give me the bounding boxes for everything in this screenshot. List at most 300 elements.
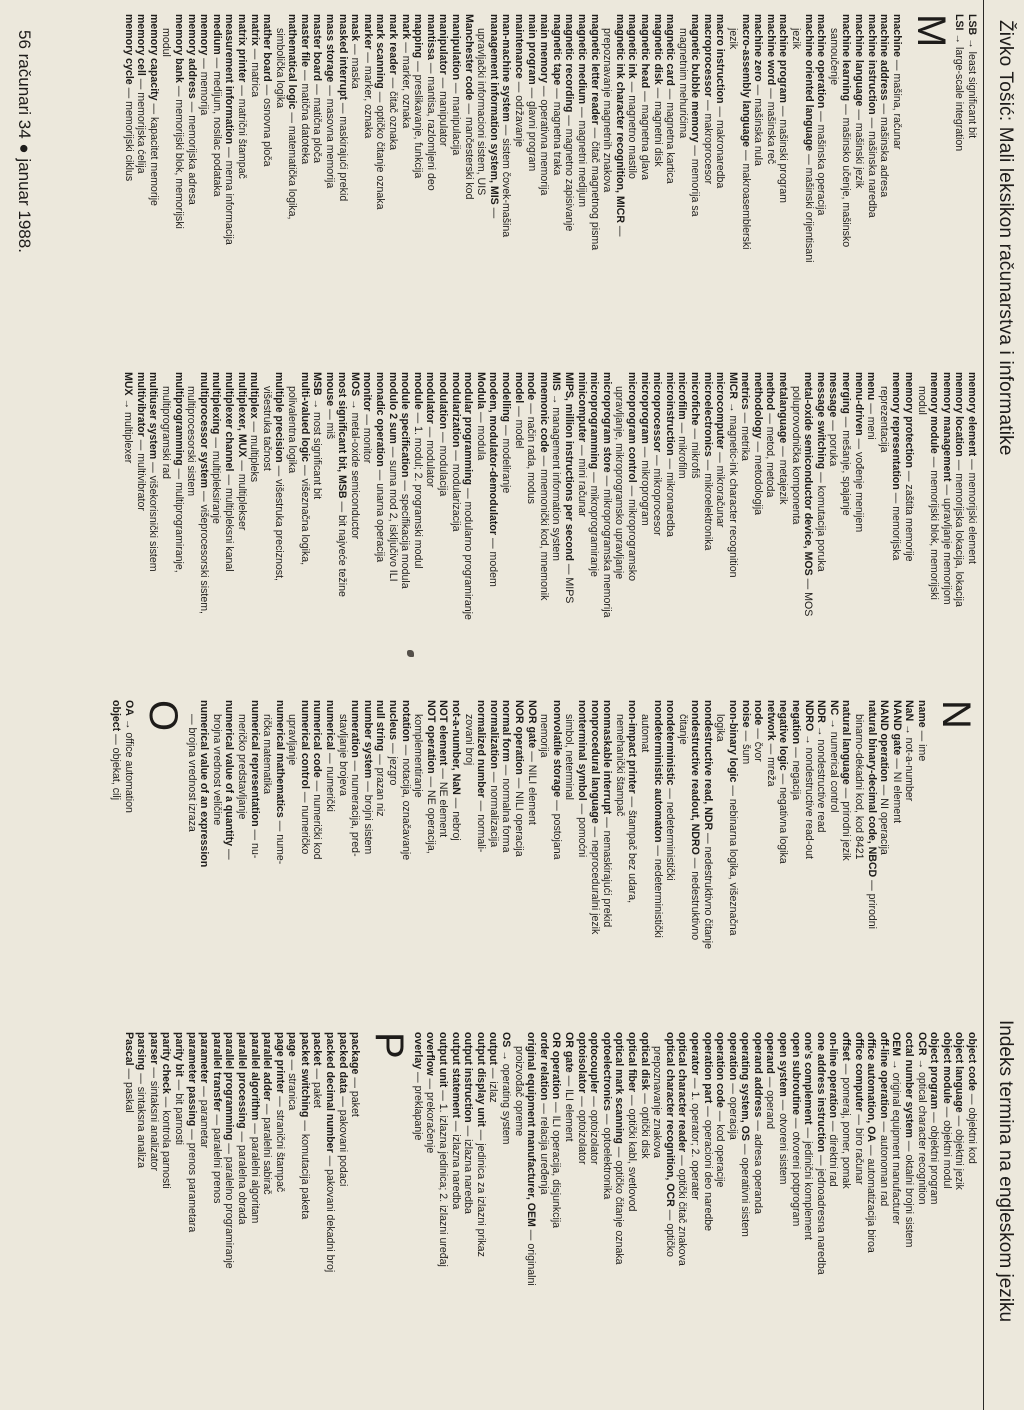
entry-definition: — otvoreni potprogram — [789, 1114, 802, 1227]
glossary-entry — [965, 14, 978, 344]
entry-term: maintenance — [513, 14, 525, 79]
entry-definition: — mikrofiš — [688, 425, 701, 479]
entry-definition: — masovna memorija — [324, 82, 337, 189]
entry-definition: — sintaksna analiza — [135, 1070, 148, 1169]
entry-definition: — objektni jezik — [953, 1112, 966, 1190]
entry-definition: — paralelni prenos — [210, 1111, 223, 1204]
entry-definition: — mašinsko učenje, mašinsko — [840, 101, 853, 248]
entry-term: one address instruction — [814, 1032, 827, 1153]
entry-definition: — mašinska naredba — [865, 114, 878, 218]
entry-term: parser — [147, 1032, 160, 1065]
glossary-entry — [852, 372, 865, 702]
entry-continuation: reprezentacija — [877, 386, 890, 453]
entry-definition: — mikronaredba — [663, 455, 676, 537]
glossary-entry — [613, 1032, 626, 1392]
entry-definition: — prirodni jezik — [840, 784, 853, 861]
entry-definition: — mašina, računar — [890, 56, 903, 150]
entry-definition: — optičko čitanje oznaka — [374, 88, 387, 210]
glossary-entry — [550, 372, 563, 702]
entry-term: magnetic recording — [563, 14, 576, 113]
glossary-entry — [172, 14, 185, 344]
entry-definition: — memorijski blok, memorijski — [172, 82, 185, 229]
entry-definition: — memorijska — [890, 489, 903, 561]
entry-definition: — meni — [865, 400, 878, 440]
entry-definition: — matrica — [248, 45, 261, 98]
glossary-entry — [865, 700, 878, 1030]
entry-definition: — automatizacija biroa — [865, 1142, 878, 1253]
glossary-entry — [223, 1032, 236, 1392]
entry-definition: — šum — [739, 727, 752, 765]
entry-term: machine — [890, 14, 903, 57]
glossary-entry — [965, 1032, 978, 1392]
entry-definition: — — [613, 222, 626, 237]
entry-term: numerical control — [298, 700, 311, 789]
glossary-entry — [789, 1032, 802, 1392]
entry-term: menu-driven — [852, 372, 865, 436]
glossary-entry — [638, 372, 651, 702]
entry-term: metal-oxide semiconductor device, MOS — [802, 372, 815, 576]
ink-blot — [407, 650, 414, 657]
entry-definition: — mašinski program — [777, 102, 790, 203]
glossary-entry — [739, 372, 752, 702]
entry-term: nondestructive readout, NDRO — [689, 700, 702, 855]
entry-term: multiplex — [248, 372, 261, 419]
entry-definition: — magnetna traka — [550, 85, 563, 176]
glossary-entry — [235, 372, 248, 702]
entry-continuation: poluprovodnička komponenta — [789, 386, 802, 525]
entry-term: monitor — [361, 372, 374, 412]
entry-definition: — marker, oznaka — [399, 39, 412, 129]
entry-continuation: jezik — [727, 28, 740, 50]
entry-term: magnetic ink — [626, 14, 639, 79]
entry-definition: — adresa operanda — [751, 1117, 764, 1214]
glossary-entry — [575, 14, 588, 344]
glossary-entry — [802, 700, 815, 1030]
entry-term: menu — [865, 372, 878, 401]
entry-definition: — kontrola parnosti — [160, 1093, 173, 1189]
glossary-entry — [588, 372, 601, 702]
entry-term: Pascal — [122, 1032, 135, 1066]
entry-definition: — izlaz — [487, 1064, 500, 1103]
entry-term: numerical — [324, 700, 337, 751]
entry-definition: — nedeterministički — [651, 842, 664, 938]
entry-definition: — osnovna ploča — [261, 81, 274, 167]
glossary-entry — [248, 14, 261, 344]
entry-definition: — ILI operacija, disjunkcija — [550, 1099, 563, 1229]
glossary-entry — [474, 1032, 487, 1392]
entry-definition: — modulator — [424, 423, 437, 488]
entry-continuation: komplementiranje — [412, 714, 425, 798]
entry-definition: — operand — [764, 1073, 777, 1130]
entry-term: modular programming — [462, 372, 475, 486]
entry-definition: — memorijski element — [966, 456, 978, 564]
glossary-entry — [575, 1032, 588, 1392]
entry-term: MIPS, million instructions per second — [563, 372, 575, 561]
entry-definition: — kapacitet memorije — [147, 100, 160, 206]
entry-term: number system — [361, 700, 374, 779]
entry-definition: — nedeterministički — [664, 785, 677, 881]
entry-definition: — način rada, modus — [525, 400, 538, 504]
entry-term: matrix printer — [235, 14, 248, 83]
entry-definition: — makroprocesor — [701, 97, 714, 185]
entry-definition: — nume- — [273, 817, 286, 865]
glossary-entry — [261, 1032, 274, 1392]
entry-term: multiplexer, MUX — [235, 372, 248, 458]
entry-definition: — direktni rad — [827, 1117, 840, 1187]
entry-term: mantissa — [424, 14, 437, 60]
glossary-entry — [298, 1032, 311, 1392]
entry-definition: — makronaredba — [714, 103, 727, 189]
entry-term: OR gate — [563, 1032, 575, 1073]
entry-definition: — miš — [323, 406, 336, 440]
entry-definition: → not-a-number — [903, 721, 916, 802]
entry-definition: — paralelno programiranje — [223, 1140, 236, 1269]
glossary-entry — [726, 372, 739, 702]
entry-term: management information system, MIS — [487, 14, 500, 205]
entry-continuation: zovani broj — [462, 714, 475, 766]
glossary-entry — [840, 14, 853, 344]
glossary-entry — [613, 14, 626, 344]
entry-term: operating system, OS — [739, 1032, 752, 1141]
entry-definition: — održavanje — [513, 78, 525, 148]
entry-definition: → nondestructive read-out — [802, 731, 815, 859]
entry-definition: — mašinska reč — [764, 85, 777, 165]
entry-definition: — negacija — [790, 744, 803, 801]
glossary-entry — [827, 372, 840, 702]
entry-continuation: nemehanički štampač — [613, 714, 626, 817]
entry-term: packet — [311, 1032, 324, 1066]
entry-term: overlay — [411, 1032, 424, 1070]
glossary-entry — [462, 1032, 475, 1392]
entry-term: microinstruction — [663, 372, 676, 456]
entry-definition: — glavni program — [525, 84, 538, 172]
entry-term: Modula — [474, 372, 487, 410]
glossary-entry — [777, 1032, 790, 1392]
entry-definition: — memorijska adresa — [185, 98, 198, 205]
entry-term: model — [512, 372, 525, 404]
entry-continuation: modul — [160, 28, 173, 57]
glossary-entry — [727, 700, 740, 1030]
entry-term: method — [764, 372, 777, 411]
entry-definition: — memorija sa — [689, 142, 702, 217]
glossary-entry — [865, 372, 878, 702]
entry-definition: — otvoreni sistem — [777, 1096, 790, 1185]
entry-term: magnetic disk — [651, 14, 664, 85]
entry-continuation: upravljanje — [286, 714, 299, 766]
entry-term: MOS — [348, 372, 361, 397]
entry-term: output — [487, 1032, 500, 1065]
section-letter: M — [908, 14, 953, 48]
entry-term: mark reader — [387, 14, 400, 75]
entry-definition: — vođenje menijem — [852, 435, 865, 533]
entry-term: memory representation — [890, 372, 903, 490]
entry-term: parsing — [135, 1032, 148, 1071]
entry-definition: — modem — [487, 535, 500, 587]
entry-definition: — — [223, 846, 236, 860]
glossary-entry — [324, 700, 337, 1030]
glossary-entry — [336, 372, 349, 702]
entry-definition: → least significant bit — [966, 35, 978, 139]
entry-term: numerical value of a quantity — [223, 700, 236, 846]
entry-definition: — biro računar — [852, 1111, 865, 1185]
entry-definition: — NILI element — [525, 748, 538, 825]
glossary-entry — [525, 14, 538, 344]
entry-definition: — marker, oznaka — [361, 49, 374, 139]
entry-term: magnetic medium — [575, 14, 588, 105]
entry-term: matrix — [248, 14, 261, 46]
entry-term: multi-valued logic — [298, 372, 311, 463]
entry-definition: — mnemonički kod, mnemonik — [537, 452, 550, 601]
glossary-entry — [777, 700, 790, 1030]
entry-term: OA — [122, 700, 135, 716]
entry-term: off-line operation — [877, 1032, 890, 1119]
entry-term: mathematical logic — [286, 14, 299, 110]
entry-definition: — nebinarna logika, višeznačna — [727, 782, 740, 936]
entry-definition: — mašinska operacija — [815, 108, 828, 216]
entry-definition: — suma mod 2, isključivo ILI — [386, 443, 399, 582]
glossary-entry — [701, 14, 714, 344]
glossary-entry — [336, 1032, 349, 1392]
entry-definition: — paket — [349, 1074, 362, 1117]
glossary-entry — [311, 1032, 324, 1392]
glossary-entry — [815, 14, 828, 344]
glossary-entry — [500, 700, 513, 1030]
glossary-entry — [135, 1032, 148, 1392]
glossary-entry — [349, 14, 362, 344]
entry-term: parallel algorithm — [248, 1032, 261, 1121]
entry-term: packed decimal number — [324, 1032, 337, 1153]
entry-term: module specification — [399, 372, 412, 478]
entry-term: object language — [953, 1032, 966, 1113]
entry-term: noise — [739, 700, 752, 728]
entry-definition: — normalna forma — [500, 761, 513, 853]
glossary-entry — [399, 14, 412, 344]
entry-term: name — [916, 700, 928, 728]
glossary-entry — [311, 372, 324, 702]
glossary-entry — [248, 372, 261, 702]
entry-definition: — memorijski ciklus — [122, 84, 135, 182]
glossary-entry — [588, 1032, 601, 1392]
entry-definition: — optički disk — [638, 1090, 651, 1159]
entry-definition: — magnetno zapisivanje — [563, 112, 576, 232]
glossary-entry — [386, 14, 399, 344]
glossary-entry — [499, 1032, 512, 1392]
entry-term: mark scanning — [374, 14, 387, 89]
entry-definition: — zaštita memorije — [903, 467, 916, 562]
entry-definition: — objektni program — [928, 1109, 941, 1205]
glossary-entry — [185, 1032, 198, 1392]
glossary-entry — [827, 1032, 840, 1392]
glossary-entry — [714, 1032, 727, 1392]
entry-term: parity check — [160, 1032, 173, 1094]
entry-definition: — originalni — [525, 1226, 538, 1286]
entry-term: multiprogramming — [172, 372, 185, 466]
entry-term: memory element — [966, 372, 978, 457]
glossary-entry — [474, 372, 487, 702]
entry-term: modularization — [449, 372, 462, 448]
glossary-entry — [537, 1032, 550, 1392]
entry-term: non-impact printer — [626, 700, 639, 794]
entry-term: NaN — [903, 700, 916, 722]
entry-term: office computer — [852, 1032, 865, 1112]
glossary-entry — [462, 14, 475, 344]
entry-definition: — magnetna glava — [638, 88, 651, 181]
glossary-entry — [928, 1032, 941, 1392]
entry-continuation: polivalentna logika — [285, 386, 298, 474]
entry-term: natural language — [840, 700, 853, 785]
entry-definition: — neproceduralni jezik — [588, 823, 601, 935]
entry-term: OCR — [915, 1032, 928, 1056]
entry-term: microprogram control — [625, 372, 638, 483]
glossary-entry — [840, 700, 853, 1030]
entry-term: machine learning — [840, 14, 853, 102]
glossary-entry — [437, 700, 450, 1030]
glossary-entry — [562, 372, 575, 702]
entry-term: null string — [374, 700, 387, 752]
glossary-entry — [449, 14, 462, 344]
entry-term: numerical representation — [248, 700, 261, 827]
glossary-column-2 — [38, 372, 978, 702]
entry-term: message — [827, 372, 840, 418]
entry-term: parameter — [198, 1032, 211, 1084]
entry-term: memory bank — [172, 14, 185, 83]
glossary-entry — [386, 700, 399, 1030]
glossary-entry — [777, 372, 790, 702]
glossary-entry — [286, 14, 299, 344]
entry-continuation: multiprocesorski sistem — [185, 386, 198, 497]
entry-term: page — [286, 1032, 299, 1057]
glossary-entry — [689, 700, 702, 1030]
entry-definition: → nondestructive read — [815, 722, 828, 833]
entry-term: microprogram — [638, 372, 651, 444]
glossary-entry — [235, 14, 248, 344]
entry-definition: — mikroprogramiranje — [588, 469, 601, 577]
entry-definition: — magnetna kartica — [664, 85, 677, 184]
glossary-entry — [575, 700, 588, 1030]
entry-term: page printer — [273, 1032, 286, 1094]
entry-term: metalanguage — [777, 372, 790, 444]
entry-term: macro instruction — [714, 14, 727, 104]
entry-term: on-line operation — [827, 1032, 840, 1118]
entry-term: not-a-number, NaN — [450, 700, 463, 795]
glossary-entry — [815, 700, 828, 1030]
entry-term: machine address — [878, 14, 891, 101]
entry-definition: — model — [512, 403, 525, 449]
entry-definition: — pomoćni — [575, 800, 588, 858]
entry-term: non-binary logic — [727, 700, 740, 783]
glossary-entry — [764, 14, 777, 344]
glossary-entry — [940, 1032, 953, 1392]
entry-definition: — bit parnosti — [172, 1076, 185, 1146]
entry-definition: — NI operacija — [878, 781, 891, 855]
glossary-entry — [714, 14, 727, 344]
entry-definition: — numerički — [324, 750, 337, 812]
entry-term: offset — [840, 1032, 853, 1061]
glossary-entry — [499, 372, 512, 702]
entry-definition: — unarna operacija — [374, 466, 387, 563]
entry-definition: — štampač bez udara, — [626, 793, 639, 904]
entry-term: normalization — [487, 700, 500, 769]
glossary-entry — [449, 1032, 462, 1392]
entry-term: machine language — [853, 14, 866, 107]
glossary-entry — [651, 14, 664, 344]
entry-term: microfilm — [676, 372, 689, 420]
entry-term: numerical mathematics — [273, 700, 286, 818]
glossary-entry — [122, 372, 135, 702]
entry-definition: — — [487, 204, 500, 219]
glossary-entry — [424, 700, 437, 1030]
entry-term: one's complement — [802, 1032, 815, 1125]
entry-term: MUX — [122, 372, 135, 396]
glossary-entry — [147, 1032, 160, 1392]
entry-term: magnetic head — [638, 14, 651, 89]
entry-term: machine program — [777, 14, 790, 103]
glossary-entry — [588, 700, 601, 1030]
glossary-entry — [902, 1032, 915, 1392]
entry-definition: — mikroelektronika — [701, 456, 714, 551]
glossary-entry — [688, 1032, 701, 1392]
glossary-entry — [575, 372, 588, 702]
entry-term: octal number system — [903, 1032, 916, 1138]
entry-term: optocoupler — [588, 1032, 601, 1094]
entry-definition: — NI element — [890, 755, 903, 824]
entry-term: microcomputer — [714, 372, 727, 450]
entry-definition: — nedestruktivno čitanje — [701, 830, 714, 950]
entry-term: package — [349, 1032, 362, 1075]
entry-term: memory protection — [903, 372, 916, 468]
glossary-entry — [550, 1032, 563, 1392]
entry-definition: — multivibrator — [134, 436, 147, 511]
glossary-entry — [436, 372, 449, 702]
glossary-entry — [261, 14, 274, 344]
entry-term: microelectronics — [701, 372, 714, 457]
entry-definition: — memorija — [198, 55, 211, 116]
entry-term: modelling — [500, 372, 513, 423]
entry-term: normal form — [500, 700, 513, 762]
entry-term: nondeterministic — [664, 700, 677, 786]
entry-term: microfiche — [688, 372, 701, 426]
entry-term: office automation, OA — [865, 1032, 878, 1143]
glossary-entry — [827, 700, 840, 1030]
glossary-entry — [147, 372, 160, 702]
entry-definition: — parametar — [198, 1083, 211, 1148]
entry-term: numeration — [349, 700, 362, 758]
entry-definition: — matična datoteka — [298, 67, 311, 165]
entry-definition: — multiprogramiranje, — [172, 465, 185, 573]
entry-term: methodology — [751, 372, 764, 439]
glossary-entry — [953, 1032, 966, 1392]
glossary-entry — [839, 372, 852, 702]
entry-definition: — mašinski jezik — [853, 106, 866, 189]
entry-term: mask — [349, 14, 362, 42]
glossary-entry — [701, 372, 714, 702]
entry-term: modulo 2 sum — [386, 372, 399, 444]
entry-definition: — pakovani dekadni broj — [324, 1152, 337, 1273]
entry-definition: — 1. izlazna jedinica; 2. izlazni uređaj — [437, 1087, 450, 1267]
entry-term: nondestructive read, NDR — [701, 700, 714, 831]
entry-term: nonterminal symbol — [575, 700, 588, 801]
glossary-entry — [701, 700, 714, 1030]
entry-term: multiplexing — [210, 372, 223, 435]
entry-term: magnetic card — [664, 14, 677, 86]
entry-definition: — matematička logika, — [286, 109, 299, 220]
entry-definition: — višestruka preciznost, — [273, 462, 286, 581]
glossary-entry — [865, 14, 878, 344]
entry-term: NC — [827, 700, 840, 716]
entry-term: output display unit — [474, 1032, 487, 1127]
glossary-entry — [487, 700, 500, 1030]
glossary-entry — [210, 1032, 223, 1392]
